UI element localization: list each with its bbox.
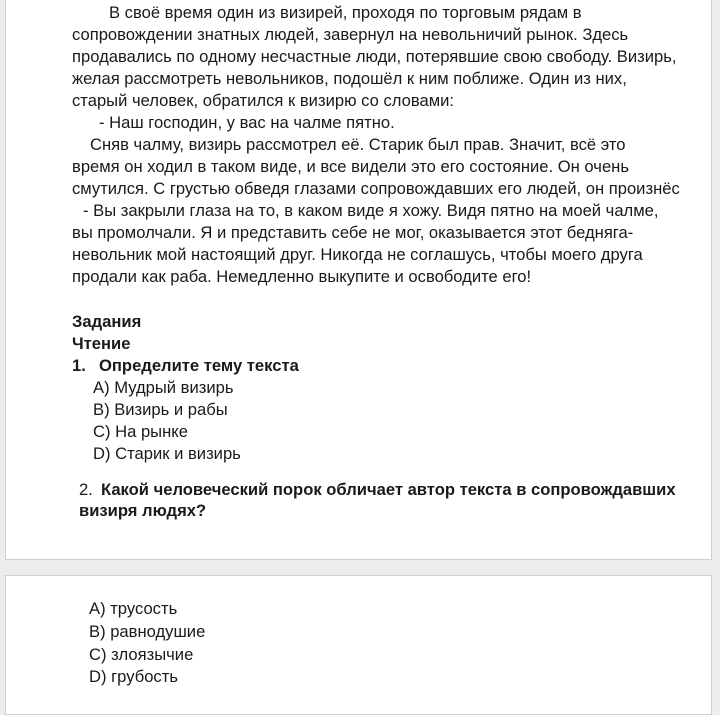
document-page-2 [5,575,712,715]
story-line: время он ходил в таком виде, и все видели это его состояние. Он очень [72,157,629,176]
story-line: старый человек, обратился к визирю со словами: [72,91,454,110]
reading-section-heading: Чтение [72,334,131,353]
question-1-number: 1. [72,356,86,375]
question-2-option-b: B) равнодушие [89,622,206,641]
story-line: желая рассмотреть невольников, подошёл к ним поближе. Один из них, [72,69,627,88]
question-2-text-line-1: Какой человеческий порок обличает автор текста в сопровождавших [101,480,676,499]
question-2-option-c: C) злоязычие [89,645,194,664]
question-1-option-b: B) Визирь и рабы [93,400,228,419]
story-line: вы промолчали. Я и представить себе не мог, оказывается этот бедняга- [72,223,634,242]
story-line: невольник мой настоящий друг. Никогда не соглашусь, чтобы моего друга [72,245,643,264]
story-line: В своё время один из визирей, проходя по торговым рядам в [109,3,582,22]
document-page-1 [5,0,712,560]
question-2-text-line-2: визиря людях? [79,501,207,520]
question-1-option-c: C) На рынке [93,422,188,441]
question-1-option-a: A) Мудрый визирь [93,378,234,397]
story-line: сопровождении знатных людей, завернул на невольничий рынок. Здесь [72,25,629,44]
story-line: - Наш господин, у вас на чалме пятно. [99,113,395,132]
story-line: смутился. С грустью обведя глазами сопровождавших его людей, он произнёс [72,179,680,198]
story-line: Сняв чалму, визирь рассмотрел её. Старик был прав. Значит, всё это [90,135,626,154]
question-2-option-a: A) трусость [89,599,178,618]
question-2-option-d: D) грубость [89,667,178,686]
story-line: - Вы закрыли глаза на то, в каком виде я хожу. Видя пятно на моей чалме, [83,201,659,220]
question-2-number: 2. [79,480,93,499]
story-line: продавались по одному несчастные люди, потерявшие свою свободу. Визирь, [72,47,677,66]
tasks-heading: Задания [72,312,142,331]
question-1-text: Определите тему текста [99,356,299,375]
story-line: продали как раба. Немедленно выкупите и освободите его! [72,267,532,286]
question-1-option-d: D) Старик и визирь [93,444,241,463]
